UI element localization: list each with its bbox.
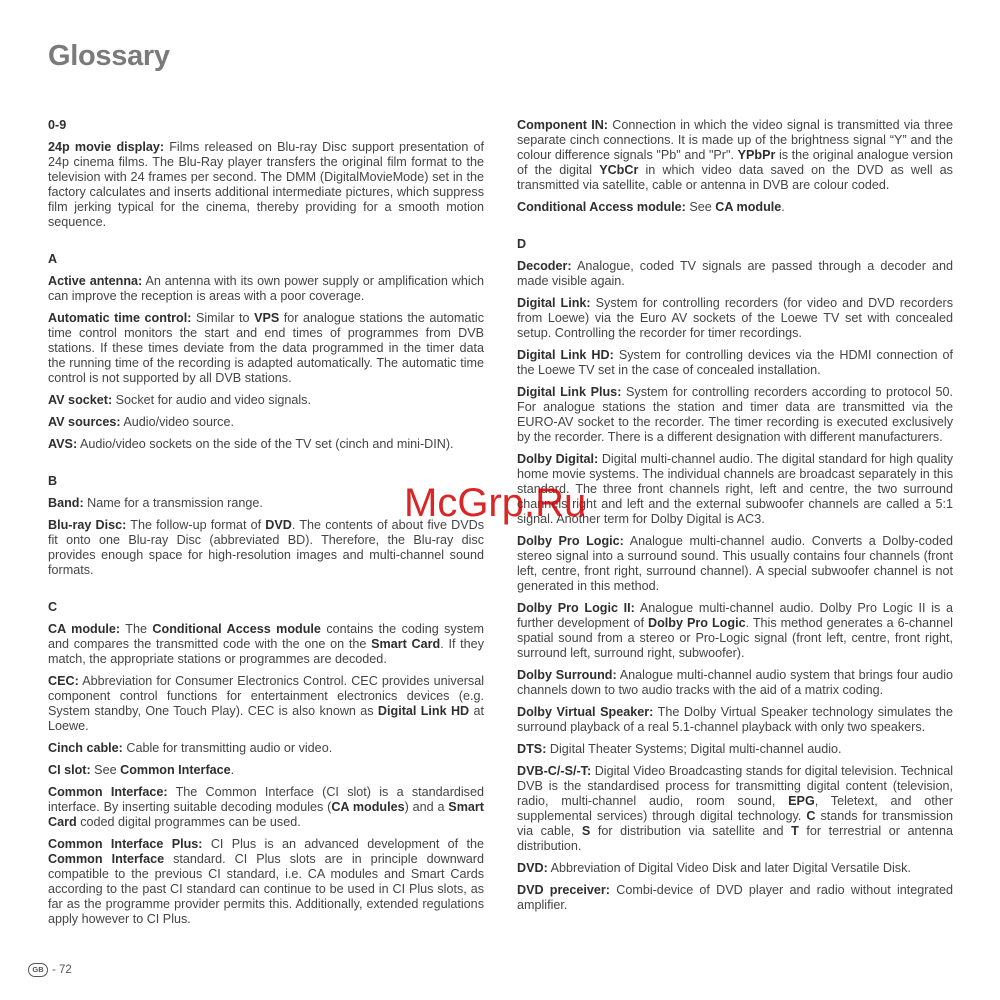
bold-term: DVD preceiver:: [517, 883, 611, 897]
bold-term: Component IN:: [517, 118, 608, 132]
bold-term: Digital Link:: [517, 296, 591, 310]
glossary-entry: AV socket: Socket for audio and video signals.: [48, 393, 311, 407]
glossary-entry: Digital Link: System for controlling recorders (for video and DVD recorders from Loewe) via the Euro AV sockets of the Loewe TV set with concealed setup. Controlling the recorder for timer recordings.: [517, 296, 953, 340]
glossary-entry: Digital Link Plus: System for controlling recorders according to protocol 50. For analogue stations the station and timer data are transmitted via the EURO-AV socket to the recorder. The timer recording is executed exclusively by the recorder. There is a different designation with different manufacturers.: [517, 385, 953, 444]
bold-term: YCbCr: [599, 163, 639, 177]
bold-term: Dolby Digital:: [517, 452, 599, 466]
bold-term: CA modules: [331, 800, 405, 814]
bold-term: Common Interface:: [48, 785, 168, 799]
bold-term: Blu-ray Disc:: [48, 518, 127, 532]
bold-term: Active antenna:: [48, 274, 143, 288]
bold-term: DTS:: [517, 742, 547, 756]
bold-term: Dolby Pro Logic II:: [517, 601, 635, 615]
glossary-entry: Cinch cable: Cable for transmitting audio or video.: [48, 741, 333, 755]
glossary-entry: DVD preceiver: Combi-device of DVD player and radio without integrated amplifier.: [517, 883, 954, 912]
bold-term: Common Interface Plus:: [48, 837, 203, 851]
glossary-section: [48, 600, 484, 927]
section-letter: B: [48, 474, 58, 488]
bold-term: S: [581, 824, 591, 838]
glossary-entry: Conditional Access module: See CA module.: [517, 200, 785, 214]
bold-term: Band:: [48, 496, 84, 510]
bold-term: CEC:: [48, 674, 79, 688]
section-letter: D: [517, 237, 527, 251]
bold-term: Digital Link Plus:: [517, 385, 622, 399]
bold-term: DVD: [265, 518, 292, 532]
glossary-entry: Dolby Surround: Analogue multi-channel audio system that brings four audio channels down to two audio tracks with the aid of a matrix coding.: [517, 668, 954, 697]
glossary-entry: Digital Link HD: System for controlling devices via the HDMI connection of the Loewe TV set in the case of concealed installation.: [517, 348, 953, 377]
glossary-entry: AV sources: Audio/video source.: [48, 415, 234, 429]
glossary-entry: CI slot: See Common Interface.: [48, 763, 235, 777]
glossary-entry: Decoder: Analogue, coded TV signals are passed through a decoder and made visible again.: [517, 259, 953, 288]
bold-term: T: [791, 824, 799, 838]
glossary-entry: Dolby Digital: Digital multi-channel audio. The digital standard for high quality home movie systems. The individual channels are broadcast separately in this standard. The three front channels right, left and centre, the two surround channels right and left and the external subwoofer channels are called a 5:1 signal. Another term for Dolby Digital is AC3.: [517, 452, 953, 526]
section-letter: A: [48, 252, 58, 266]
glossary-entry: CEC: Abbreviation for Consumer Electronics Control. CEC provides universal component control functions for entertainment electronics devices (e.g. System standby, One Touch Play). CEC is also known as Digital Link HD at Loewe.: [48, 674, 484, 733]
bold-term: AV sources:: [48, 415, 121, 429]
bold-term: AV socket:: [48, 393, 113, 407]
glossary-section: [517, 118, 953, 215]
bold-term: DVD:: [517, 861, 548, 875]
glossary-section: [517, 237, 953, 913]
bold-term: Dolby Pro Logic:: [517, 534, 624, 548]
bold-term: Conditional Access module: [152, 622, 321, 636]
glossary-entry: DTS: Digital Theater Systems; Digital multi-channel audio.: [517, 742, 842, 756]
bold-term: Cinch cable:: [48, 741, 123, 755]
bold-term: C: [806, 809, 816, 823]
glossary-entry: Common Interface: The Common Interface (CI slot) is a standardised interface. By inserting suitable decoding modules (CA modules) and a Smart Card coded digital programmes can be used.: [48, 785, 484, 829]
bold-term: Smart Card: [48, 800, 484, 829]
bold-term: Digital Link HD:: [517, 348, 614, 362]
glossary-entry: DVD: Abbreviation of Digital Video Disk and later Digital Versatile Disk.: [517, 861, 911, 875]
right-column: [517, 118, 953, 935]
bold-term: CA module:: [48, 622, 121, 636]
glossary-entry: 24p movie display: Films released on Blu-ray Disc support presentation of 24p cinema films. The Blu-Ray player transfers the original film format to the television with 24 frames per second. The DMM (DigitalMovieMode) set in the factory calculates and inserts additional intermediate pictures, which suppress film jerking typical for the cinema, thereby providing for a smooth motion sequence.: [48, 140, 484, 229]
glossary-entry: Band: Name for a transmission range.: [48, 496, 263, 510]
bold-term: CA module: [715, 200, 782, 214]
glossary-entry: CA module: The Conditional Access module contains the coding system and compares the transmitted code with the one on the Smart Card. If they match, the appropriate stations or programmes are decoded.: [48, 622, 484, 666]
glossary-entry: Active antenna: An antenna with its own power supply or amplification which can improve the reception is areas with a poor coverage.: [48, 274, 484, 303]
glossary-entry: Blu-ray Disc: The follow-up format of DVD. The contents of about five DVDs fit onto one Blu-ray Disc (abbreviated BD). Therefore, the Blu-ray disc provides enough space for high-resolution images and multi-channel sound formats.: [48, 518, 485, 577]
bold-term: VPS: [254, 311, 280, 325]
glossary-entry: DVB-C/-S/-T: Digital Video Broadcasting stands for digital television. Technical DVB is the standardised process for transmitting digital content (television, radio, multi-channel audio, room sound, EPG, Teletext, and other supplemental services) through digital technology. C stands for transmission via cable, S for distribution via satellite and T for terrestrial or antenna distribution.: [517, 764, 954, 853]
bold-term: Dolby Virtual Speaker:: [517, 705, 654, 719]
glossary-section: [48, 118, 484, 230]
glossary-entry: Dolby Virtual Speaker: The Dolby Virtual Speaker technology simulates the surround playback of a real 5.1-channel playback with only two speakers.: [517, 705, 953, 734]
bold-term: Common Interface: [120, 763, 231, 777]
glossary-entry: Automatic time control: Similar to VPS for analogue stations the automatic time control monitors the start and end times of programmes from DVB stations. If these times deviate from the data programmed in the timer data the running time of the recording is adapted automatically. The automatic time control is not supported by all DVB stations.: [48, 311, 485, 385]
glossary-section: [48, 252, 484, 452]
section-letter: C: [48, 600, 58, 614]
bold-term: EPG: [788, 794, 815, 808]
page-title: Glossary: [48, 40, 170, 72]
glossary-entry: Dolby Pro Logic II: Analogue multi-channel audio. Dolby Pro Logic II is a further development of Dolby Pro Logic. This method generates a 6-channel spatial sound from a stereo or Pro-Logic signal (front left, centre, front right, surround left, surround right, subwoofer).: [517, 601, 954, 660]
bold-term: Automatic time control:: [48, 311, 192, 325]
bold-term: Decoder:: [517, 259, 572, 273]
glossary-entry: Component IN: Connection in which the video signal is transmitted via three separate cinch connections. It is made up of the brightness signal “Y” and the colour difference signals "Pb" and "Pr". YPbPr is the original analogue version of the digital YCbCr in which video data saved on the DVD as well as transmitted via satellite, cable or antenna in DVB are colour coded.: [517, 118, 954, 192]
page-number: - 72: [52, 964, 72, 976]
bold-term: Smart Card: [371, 637, 441, 651]
section-letter: 0-9: [48, 118, 67, 132]
bold-term: CI slot:: [48, 763, 91, 777]
bold-term: AVS:: [48, 437, 78, 451]
glossary-entry: Dolby Pro Logic: Analogue multi-channel audio. Converts a Dolby-coded stereo signal into a surround sound. This usually contains four channels (front left, centre, front right, surround channel). A special subwoofer channel is not generated in this method.: [517, 534, 953, 593]
language-badge: GB: [28, 963, 48, 977]
page-footer: [28, 963, 72, 977]
bold-term: Dolby Surround:: [517, 668, 617, 682]
bold-term: Conditional Access module:: [517, 200, 686, 214]
bold-term: Digital Link HD: [377, 704, 470, 718]
glossary-entry: AVS: Audio/video sockets on the side of the TV set (cinch and mini-DIN).: [48, 437, 454, 451]
bold-term: 24p movie display:: [48, 140, 165, 154]
glossary-entry: Common Interface Plus: CI Plus is an advanced development of the Common Interface standard. CI Plus slots are in principle downward compatible to the previous CI standard, i.e. CA modules and Smart Cards according to the past CI standard can continue to be used in CI Plus slots, as far as the programme provider permits this. Additionally, extended regulations apply however to CI Plus.: [48, 837, 485, 926]
bold-term: Common Interface: [48, 852, 165, 866]
bold-term: DVB-C/-S/-T:: [517, 764, 592, 778]
glossary-section: [48, 474, 484, 578]
bold-term: YPbPr: [737, 148, 776, 162]
left-column: [48, 118, 484, 949]
svg-text:McGrp.Ru: McGrp.Ru: [404, 481, 587, 525]
bold-term: Dolby Pro Logic: [648, 616, 746, 630]
